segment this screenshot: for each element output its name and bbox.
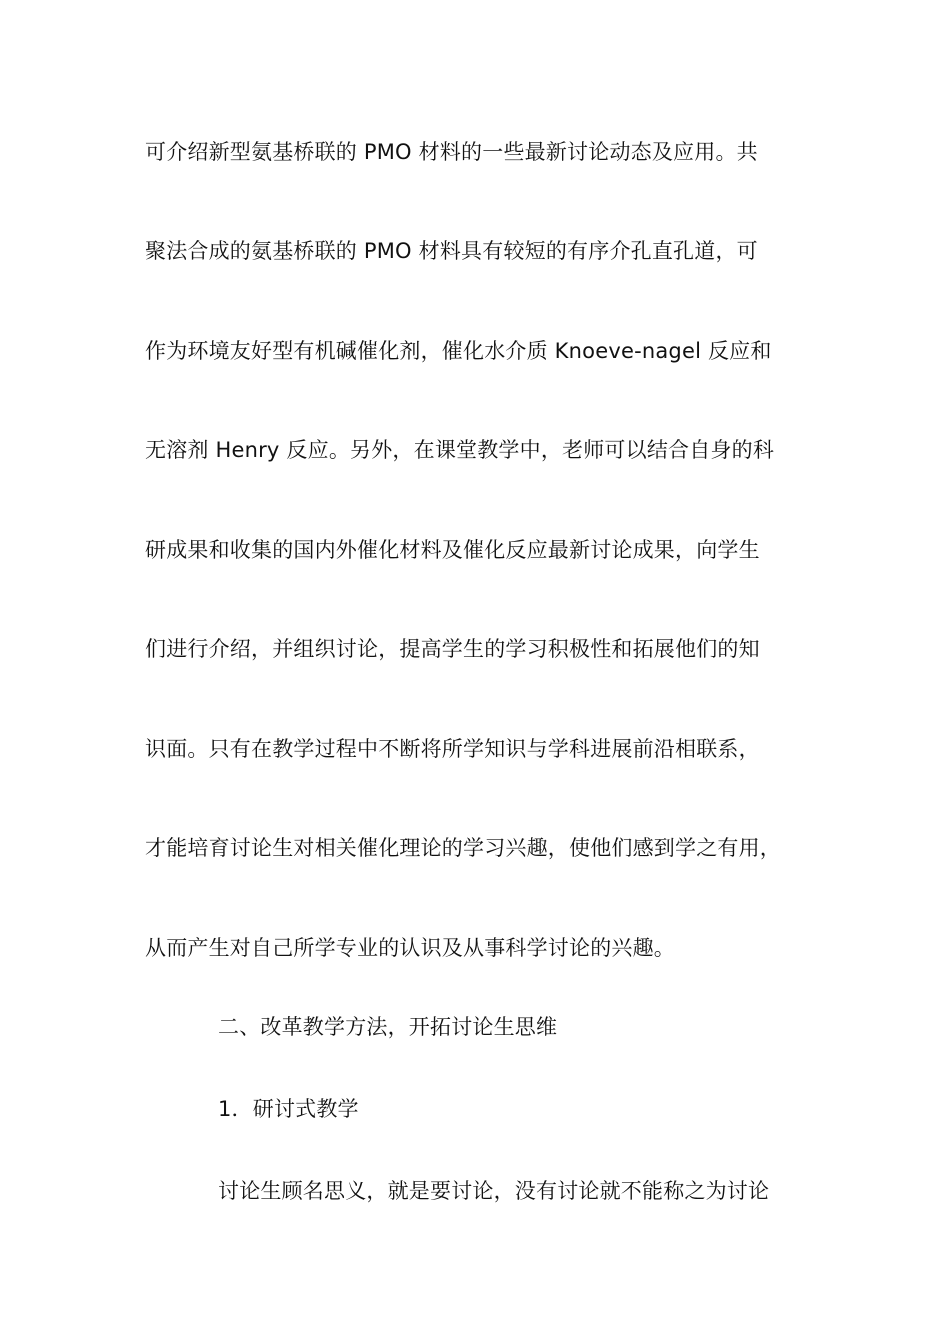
paragraph-first-line: 讨论生顾名思义，就是要讨论，没有讨论就不能称之为讨论 xyxy=(218,1179,770,1203)
subsection-heading: 1．研讨式教学 xyxy=(218,1097,359,1121)
paragraph-line-3: 作为环境友好型有机碱催化剂，催化水介质 Knoeve-nagel 反应和 xyxy=(145,339,772,363)
paragraph-line-5: 研成果和收集的国内外催化材料及催化反应最新讨论成果，向学生 xyxy=(145,538,760,562)
paragraph-line-7: 识面。只有在教学过程中不断将所学知识与学科进展前沿相联系， xyxy=(145,737,760,761)
section-heading: 二、改革教学方法，开拓讨论生思维 xyxy=(218,1015,558,1039)
paragraph-line-9: 从而产生对自己所学专业的认识及从事科学讨论的兴趣。 xyxy=(145,936,675,960)
paragraph-line-6: 们进行介绍，并组织讨论，提高学生的学习积极性和拓展他们的知 xyxy=(145,637,760,661)
paragraph-line-8: 才能培育讨论生对相关催化理论的学习兴趣，使他们感到学之有用， xyxy=(145,836,781,860)
paragraph-line-2: 聚法合成的氨基桥联的 PMO 材料具有较短的有序介孔直孔道，可 xyxy=(145,239,758,263)
paragraph-line-4: 无溶剂 Henry 反应。另外，在课堂教学中，老师可以结合自身的科 xyxy=(145,438,775,462)
paragraph-line-1: 可介绍新型氨基桥联的 PMO 材料的一些最新讨论动态及应用。共 xyxy=(145,140,758,164)
